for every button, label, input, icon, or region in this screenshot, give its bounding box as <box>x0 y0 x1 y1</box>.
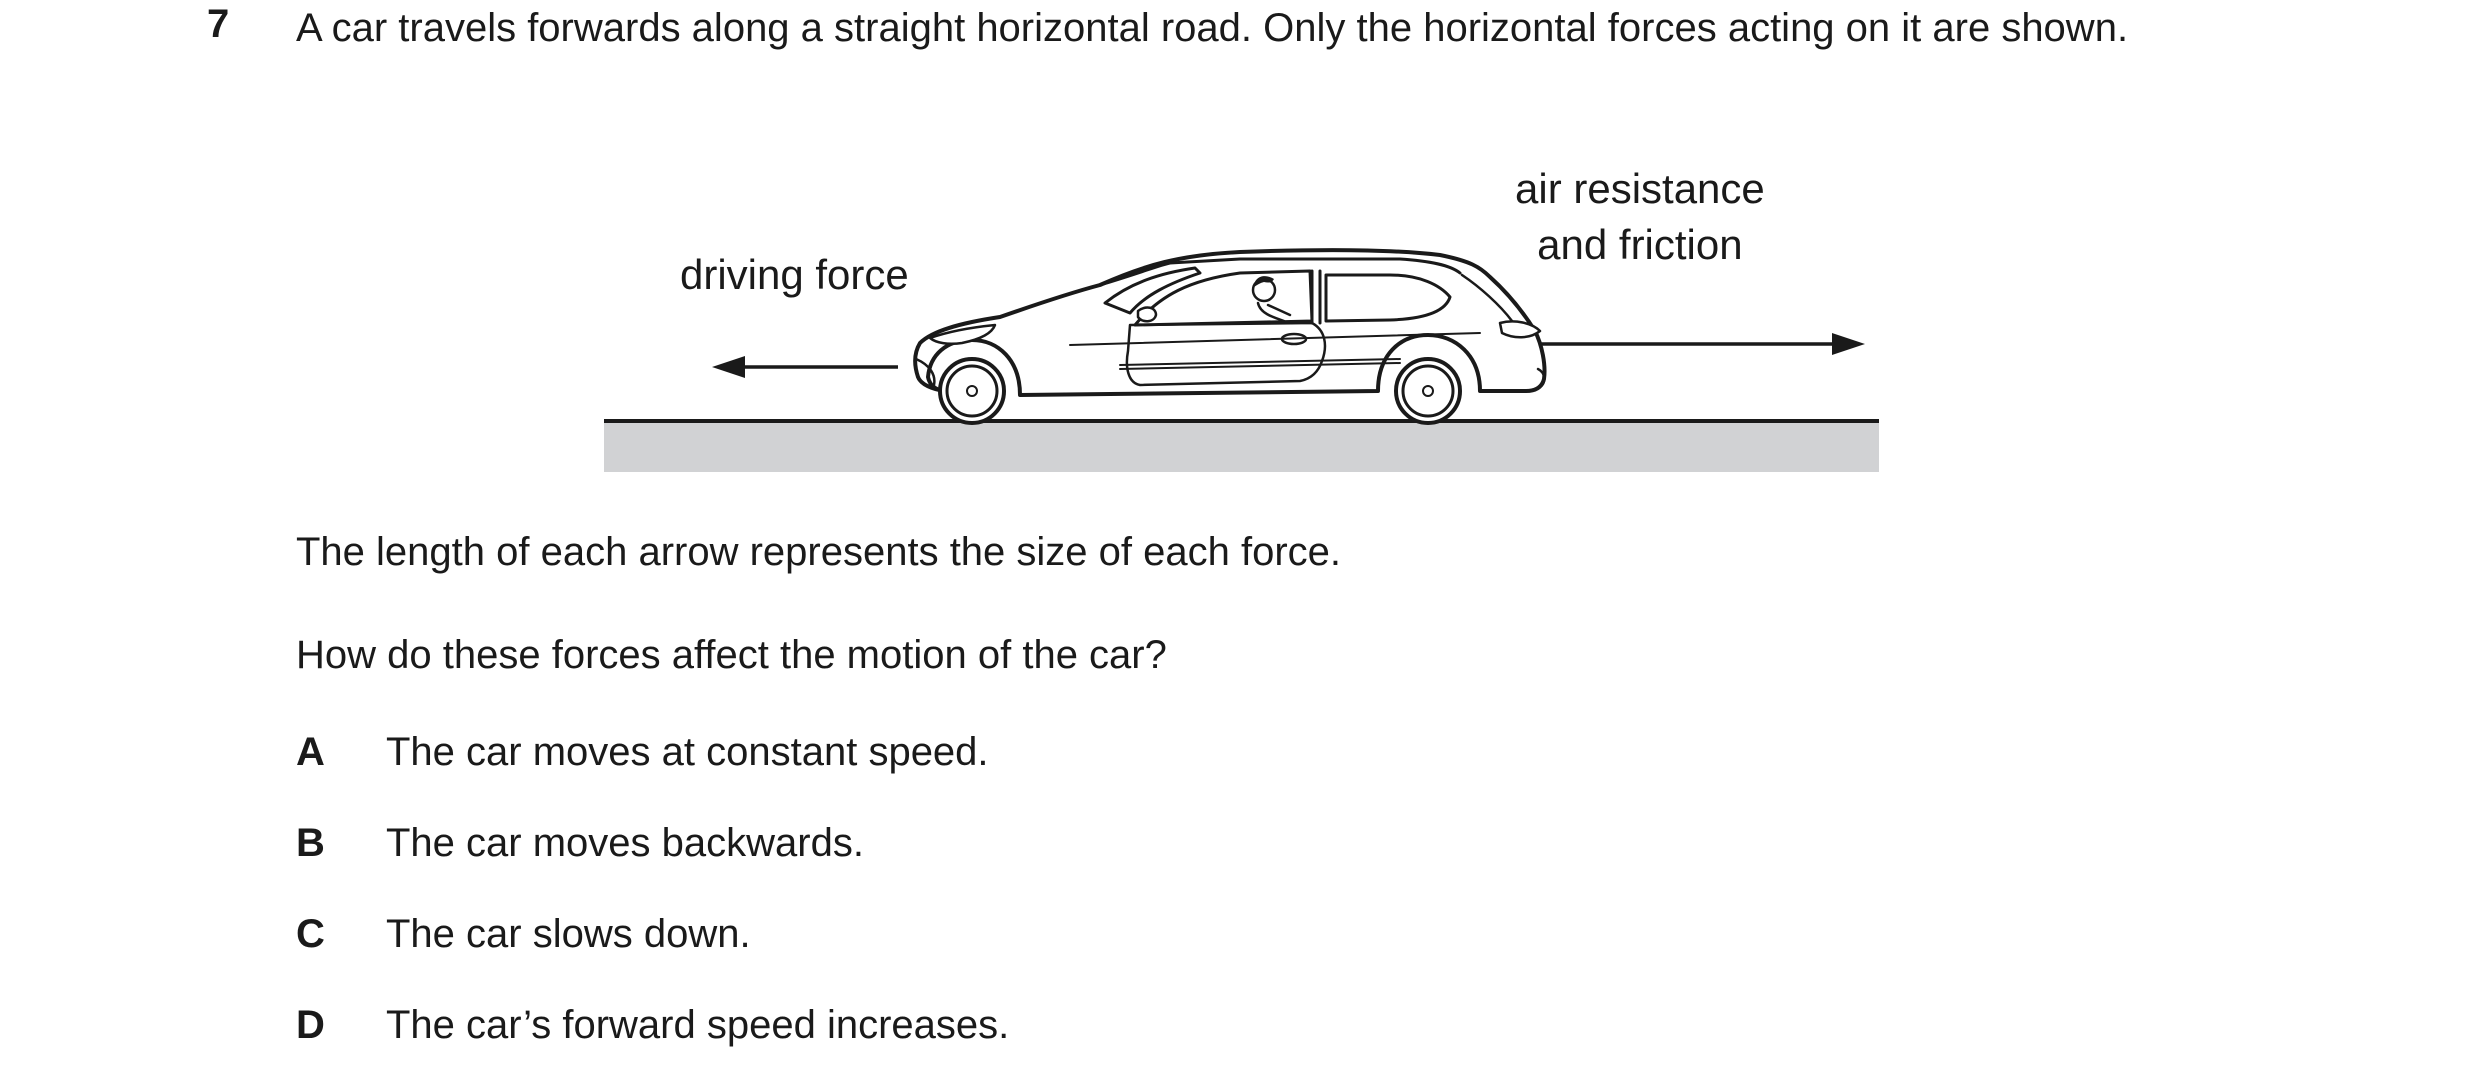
question-number: 7 <box>207 2 230 46</box>
option-letter: C <box>296 912 325 956</box>
option-text: The car’s forward speed increases. <box>386 1003 1010 1047</box>
option-text: The car moves backwards. <box>386 821 864 865</box>
arrow-left-icon <box>712 356 898 378</box>
air-resistance-label-line1: air resistance <box>1515 165 1765 212</box>
air-resistance-label <box>1515 161 1765 273</box>
air-resistance-label-line2: and friction <box>1537 221 1743 268</box>
option-text: The car moves at constant speed. <box>386 730 989 774</box>
option-letter: B <box>296 821 325 865</box>
arrow-length-statement: The length of each arrow represents the size of each force. <box>296 530 1342 574</box>
arrow-right-icon <box>1540 333 1865 355</box>
question-prompt: How do these forces affect the motion of the car? <box>296 633 1167 677</box>
force-diagram <box>600 155 1890 475</box>
answer-option-a[interactable] <box>296 727 989 777</box>
question-stem: A car travels forwards along a straight horizontal road. Only the horizontal forces acting on it are shown. <box>296 6 2129 50</box>
road-surface <box>604 422 1879 472</box>
car-icon <box>915 250 1544 423</box>
driving-force-label: driving force <box>680 251 909 298</box>
answer-option-d[interactable] <box>296 1000 1009 1050</box>
answer-option-c[interactable] <box>296 909 751 959</box>
option-letter: D <box>296 1003 325 1047</box>
option-text: The car slows down. <box>386 912 751 956</box>
option-letter: A <box>296 730 325 774</box>
answer-option-b[interactable] <box>296 818 864 868</box>
